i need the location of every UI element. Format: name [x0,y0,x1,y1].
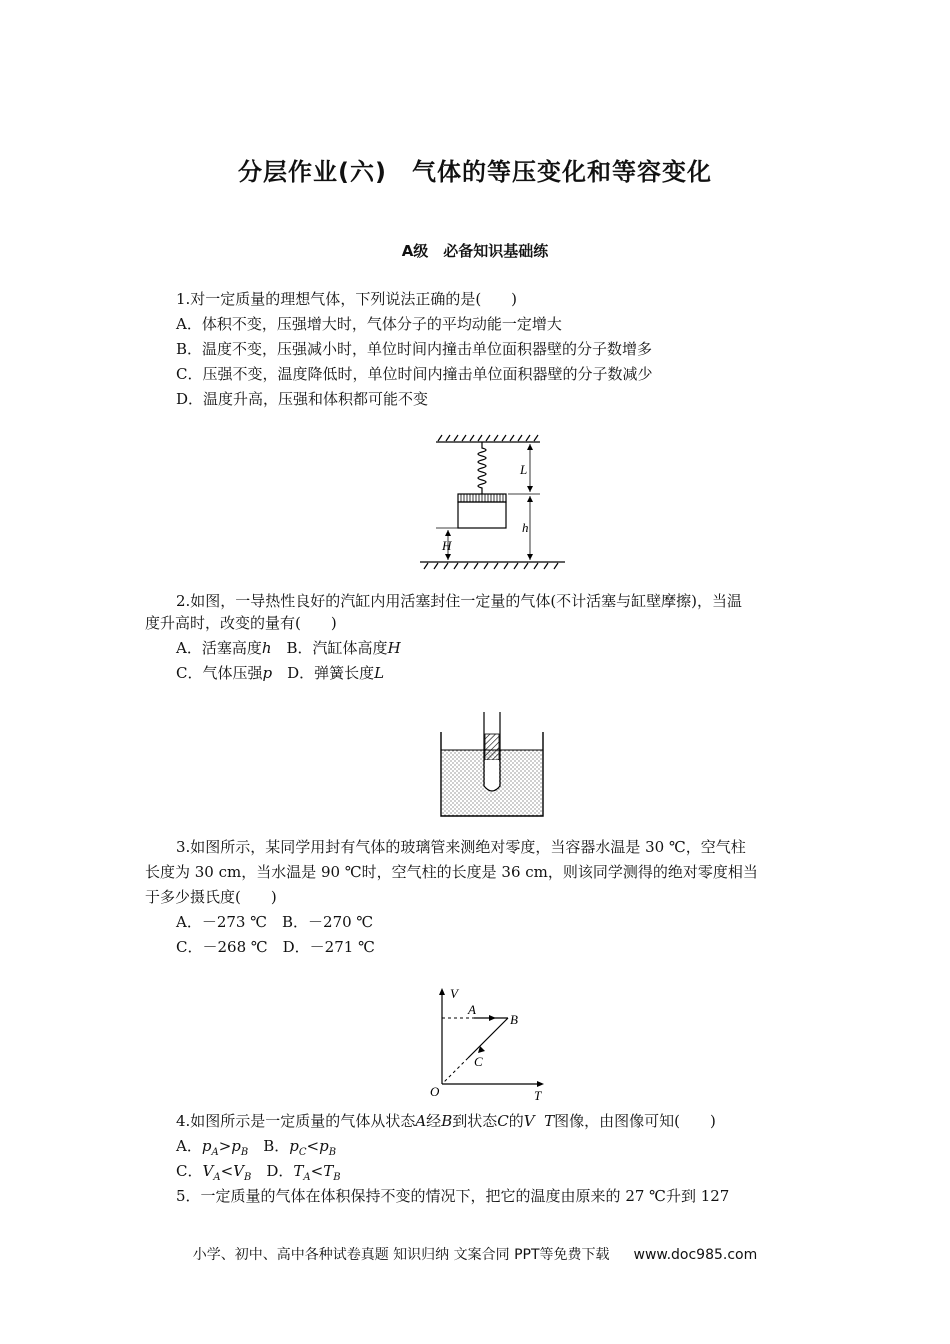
v-axis-arrow [439,988,445,995]
q1-option-a: A．体积不变，压强增大时，气体分子的平均动能一定增大 [176,315,562,333]
label-h: h [522,520,529,535]
q2-options-ab: A．活塞高度h B．汽缸体高度H [176,639,401,657]
spring [478,442,486,494]
q1-option-c: C．压强不变，温度降低时，单位时间内撞击单位面积器壁的分子数减少 [176,365,653,383]
q5-stem: 5．一定质量的气体在体积保持不变的情况下，把它的温度由原来的 27 ℃升到 127 [176,1187,730,1205]
point-label-b: B [510,1012,518,1027]
spring-cylinder-figure [420,432,570,572]
q4-options-cd: C．$V_A<V_B$ D．$T_A<T_B$ [176,1162,341,1183]
q2-stem-1: 2.如图，一导热性良好的汽缸内用活塞封住一定量的气体(不计活塞与缸壁摩擦)，当温 [176,592,743,610]
dashed-origin-line [442,1058,468,1084]
q3-stem-1: 3.如图所示，某同学用封有气体的玻璃管来测绝对零度，当容器水温是 30 ℃，空气柱 [176,838,746,856]
segment-bc [468,1018,508,1058]
section-heading: A级 必备知识基础练 [401,242,549,260]
origin-label: O [430,1084,440,1099]
air-column [485,760,499,790]
q1-option-b: B．温度不变，压强减小时，单位时间内撞击单位面积器壁的分子数增多 [176,340,653,358]
q4-stem: 4.如图所示是一定质量的气体从状态A经B到状态C的V T图像，由图像可知( ) [176,1112,716,1130]
q1-option-d: D．温度升高，压强和体积都可能不变 [176,390,429,408]
floor-hatch [424,563,558,569]
axis-label-t: T [534,1088,542,1102]
q3-options-ab: A．－273 ℃ B．－270 ℃ [176,913,374,931]
glass-tube-figure [438,712,546,820]
label-H: H [442,538,452,553]
footer [0,1244,950,1264]
point-label-c: C [474,1054,483,1069]
q2-stem-2: 度升高时，改变的量有( ) [145,614,337,632]
label-L: L [520,462,528,477]
q2-options-cd: C．气体压强p D．弹簧长度L [176,664,385,682]
footer-url[interactable]: www.doc985.com [633,1247,758,1263]
arrow-ab [489,1015,496,1021]
ceiling-hatch [438,435,538,441]
mercury-column [485,734,499,760]
q4-options-ab: A．$p_A>p_B$ B．$p_C<p_B$ [176,1137,337,1158]
q3-stem-3: 于多少摄氏度( ) [145,888,277,906]
q3-stem-2: 长度为 30 cm，当水温是 90 ℃时，空气柱的长度是 36 cm，则该同学测得的绝对零度相当 [145,863,758,881]
axis-label-v: V [450,986,458,1001]
page-title: 分层作业(六) 气体的等压变化和等容变化 [238,158,712,186]
q3-options-cd: C．－268 ℃ D．－271 ℃ [176,938,375,956]
cylinder-body [458,502,506,528]
footer-text: 小学、初中、高中各种试卷真题 知识归纳 文案合同 PPT等免费下载 [192,1247,610,1263]
vt-graph-figure [428,984,552,1102]
q1-stem: 1.对一定质量的理想气体，下列说法正确的是( ) [176,290,518,308]
t-axis-arrow [537,1081,544,1087]
point-label-a: A [468,1002,476,1017]
piston-hatch [461,494,503,502]
